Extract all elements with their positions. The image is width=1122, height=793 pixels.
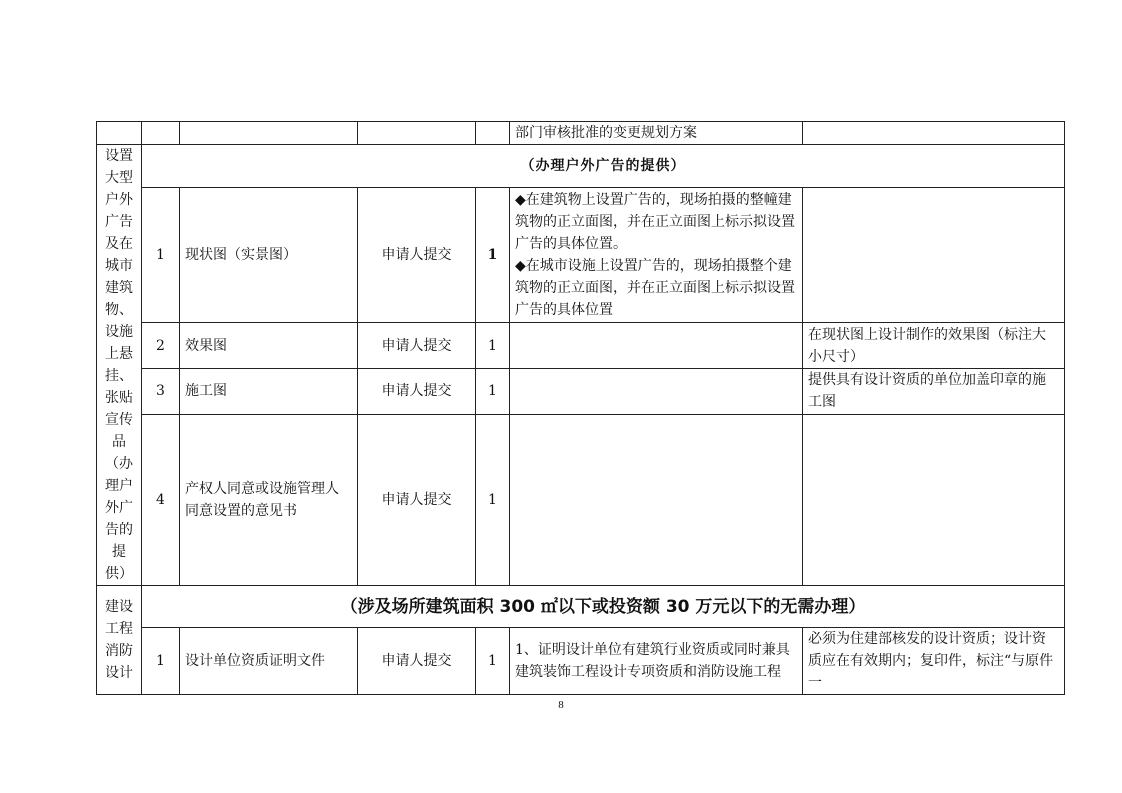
item-copies: 1	[476, 369, 510, 415]
item-source: 申请人提交	[358, 323, 476, 369]
section-banner: （办理户外广告的提供）	[142, 145, 1065, 188]
table-row	[97, 323, 1065, 369]
item-name: 现状图（实景图）	[180, 187, 358, 322]
category-line: 广告	[105, 214, 133, 230]
table-row	[97, 369, 1065, 415]
item-name: 施工图	[180, 369, 358, 415]
item-number: 4	[142, 414, 180, 585]
item-copies: 1	[476, 414, 510, 585]
section-banner: （涉及场所建筑面积 300 ㎡以下或投资额 30 万元以下的无需办理）	[142, 586, 1065, 628]
section-banner-row	[97, 586, 1065, 628]
category-line: 设置	[105, 148, 133, 164]
category-line: 提	[112, 544, 126, 560]
category-line: 宣传	[105, 412, 133, 428]
category-line: 工程	[105, 621, 133, 637]
item-content	[510, 323, 803, 369]
item-number: 2	[142, 323, 180, 369]
item-source: 申请人提交	[358, 369, 476, 415]
item-number: 1	[142, 628, 180, 695]
category-line: 城市	[105, 258, 133, 274]
category-line: 告的	[105, 522, 133, 538]
item-copies: 1	[476, 628, 510, 695]
item-number: 1	[142, 187, 180, 322]
item-content: 1、证明设计单位有建筑行业资质或同时兼具建筑装饰工程设计专项资质和消防设施工程	[510, 628, 803, 695]
section-banner-row	[97, 145, 1065, 188]
table-cell	[180, 122, 358, 145]
item-content	[510, 414, 803, 585]
content-paragraph: ◆在建筑物上设置广告的，现场拍摄的整幢建筑物的正立面图，并在正立面图上标示拟设置广告的具体位置。	[515, 191, 795, 252]
page-number: 8	[558, 699, 564, 711]
item-content	[510, 187, 803, 322]
item-name: 设计单位资质证明文件	[180, 628, 358, 695]
category-cell	[97, 586, 142, 695]
table-cell	[142, 122, 180, 145]
category-cell	[97, 145, 142, 586]
table-cell	[803, 122, 1065, 145]
category-line: 大型	[105, 170, 133, 186]
item-name: 效果图	[180, 323, 358, 369]
category-line: 建筑	[105, 280, 133, 296]
table-row	[97, 187, 1065, 322]
table-cell	[97, 122, 142, 145]
category-line: 理户	[105, 478, 133, 494]
item-copies: 1	[476, 187, 510, 322]
item-source: 申请人提交	[358, 414, 476, 585]
category-line: 建设	[105, 599, 133, 615]
table-row	[97, 628, 1065, 695]
category-line: 设施	[105, 324, 133, 340]
item-remark: 在现状图上设计制作的效果图（标注大小尺寸）	[803, 323, 1065, 369]
category-line: 品	[112, 434, 126, 450]
content-paragraph: ◆在城市设施上设置广告的，现场拍摄整个建筑物的正立面图，并在正立面图上标示拟设置广告的具体位置	[515, 257, 795, 318]
category-line: 外广	[105, 500, 133, 516]
category-line: （办	[105, 456, 133, 472]
item-number: 3	[142, 369, 180, 415]
category-line: 设计	[105, 665, 133, 681]
item-remark: 提供具有设计资质的单位加盖印章的施工图	[803, 369, 1065, 415]
category-line: 张贴	[105, 390, 133, 406]
item-source: 申请人提交	[358, 187, 476, 322]
item-remark: 必须为住建部核发的设计资质；设计资质应在有效期内；复印件，标注“与原件一	[803, 628, 1065, 695]
table-row	[97, 122, 1065, 145]
category-line: 消防	[105, 643, 133, 659]
item-copies: 1	[476, 323, 510, 369]
table-cell	[476, 122, 510, 145]
item-source: 申请人提交	[358, 628, 476, 695]
table-row	[97, 414, 1065, 585]
content-cell: 部门审核批准的变更规划方案	[510, 122, 803, 145]
item-name: 产权人同意或设施管理人同意设置的意见书	[180, 414, 358, 585]
requirements-table	[96, 121, 1065, 695]
category-line: 户外	[105, 192, 133, 208]
item-remark	[803, 414, 1065, 585]
item-content	[510, 369, 803, 415]
category-line: 挂、	[105, 368, 133, 384]
category-line: 物、	[105, 302, 133, 318]
category-line: 上悬	[105, 346, 133, 362]
category-line: 供）	[105, 566, 133, 582]
category-line: 及在	[105, 236, 133, 252]
item-remark	[803, 187, 1065, 322]
table-cell	[358, 122, 476, 145]
